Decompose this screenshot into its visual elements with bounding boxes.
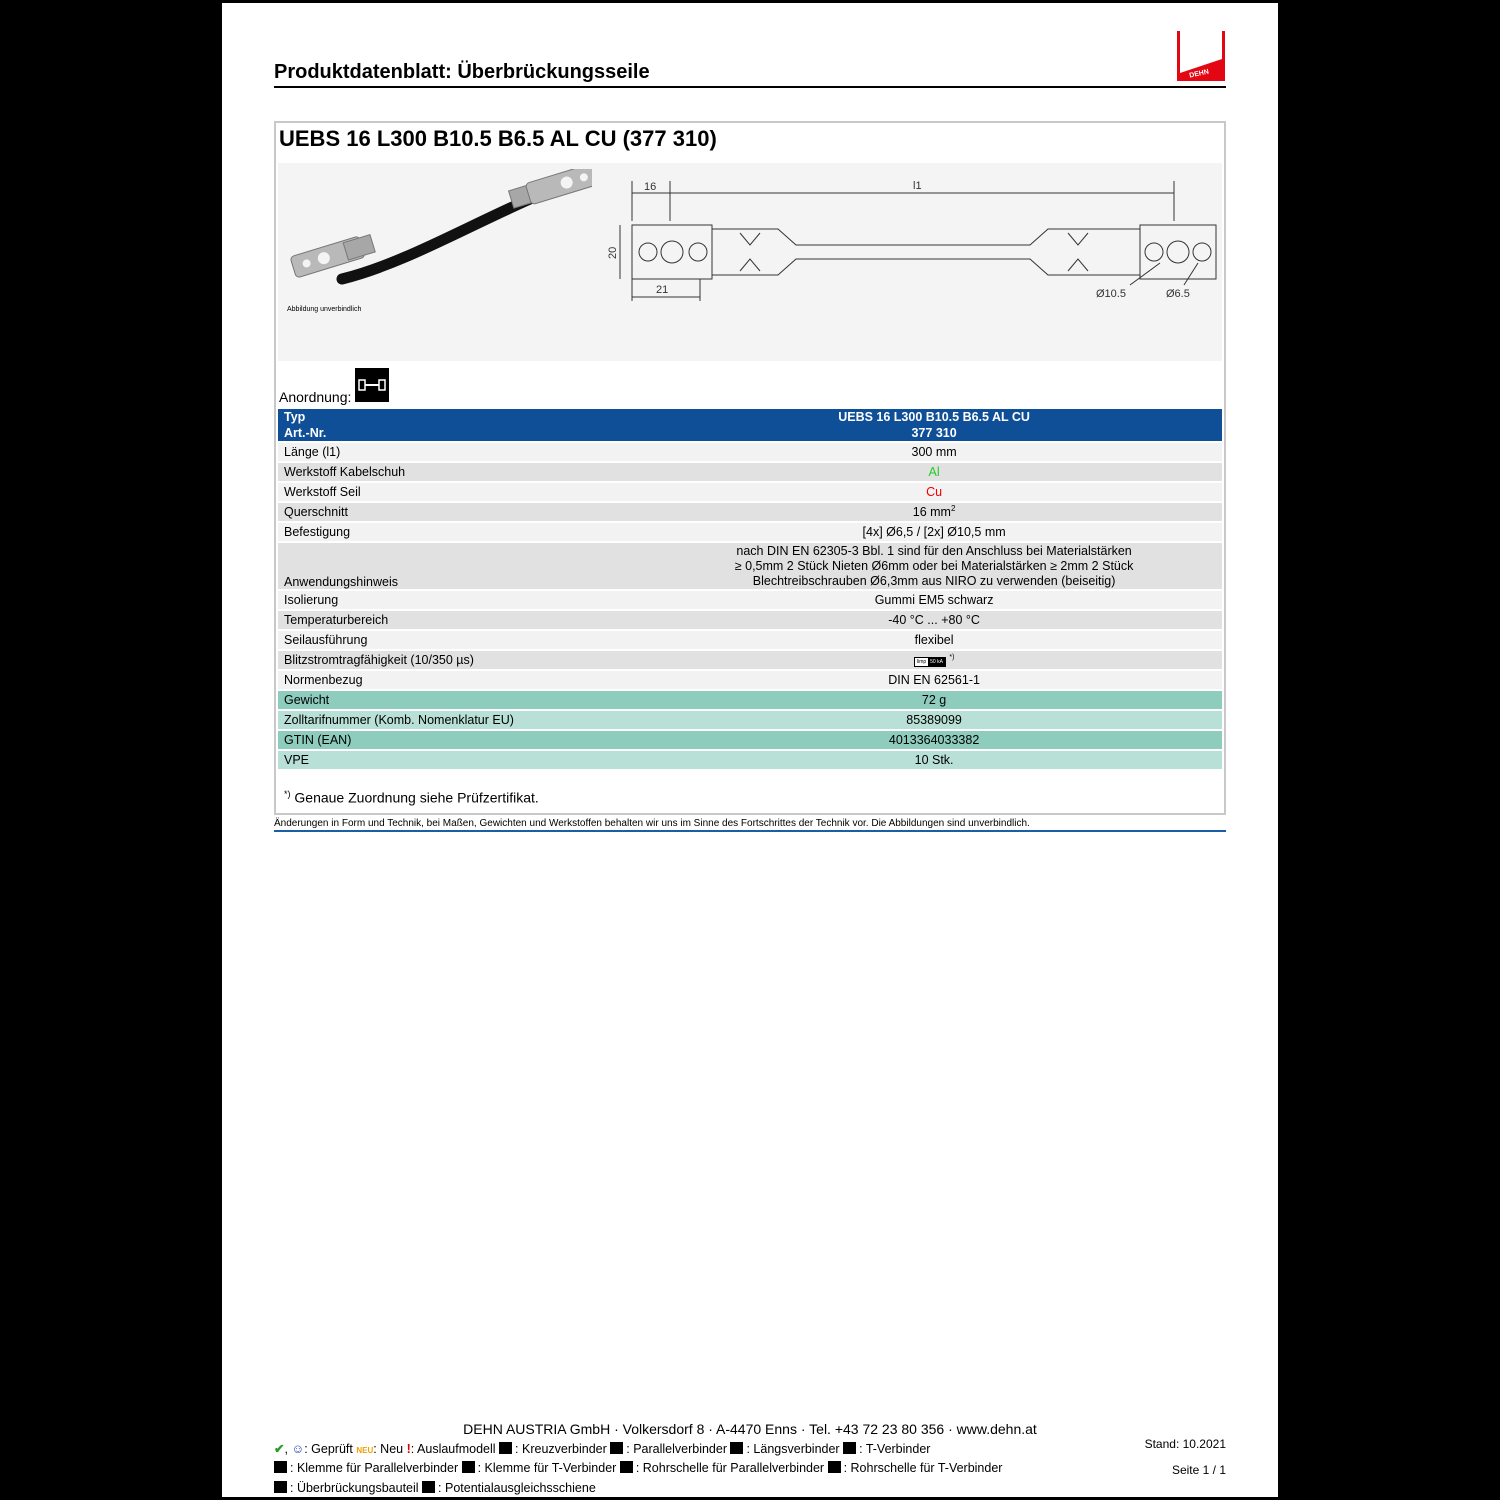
anordnung-label: Anordnung:	[279, 389, 352, 405]
row-label: Temperaturbereich	[278, 611, 646, 629]
row-value: 10 Stk.	[646, 751, 1222, 769]
table-row	[278, 731, 1222, 749]
header-divider	[274, 86, 1226, 88]
table-row	[278, 591, 1222, 609]
row-value: Cu	[646, 483, 1222, 501]
lightning-current-badge: Iimp 50 kA	[914, 657, 946, 667]
legend-line-1: ✔, ☺: Geprüft NEU: Neu !: Auslaufmodell : Kreuzverbinder : Parallelverbinder : Längsverbinder : T-Verbinder	[274, 1442, 931, 1456]
table-row	[278, 463, 1222, 481]
row-value: 85389099	[646, 711, 1222, 729]
table-row	[278, 671, 1222, 689]
longitudinal-connector-icon	[730, 1442, 743, 1454]
legend-line-2: : Klemme für Parallelverbinder : Klemme für T-Verbinder : Rohrschelle für Parallelverbinder : Rohrschelle für T-Verbinder	[274, 1461, 1002, 1475]
row-value: [4x] Ø6,5 / [2x] Ø10,5 mm	[646, 523, 1222, 541]
table-row	[278, 711, 1222, 729]
row-label: Isolierung	[278, 591, 646, 609]
row-value: DIN EN 62561-1	[646, 671, 1222, 689]
typ-label: Typ	[284, 410, 306, 424]
row-value-line: Blechtreibschrauben Ø6,3mm aus NIRO zu verwenden (beiseitig)	[752, 573, 1116, 588]
row-label: Werkstoff Kabelschuh	[278, 463, 646, 481]
company-address: DEHN AUSTRIA GmbH · Volkersdorf 8 · A-4470 Enns · Tel. +43 72 23 80 356 · www.dehn.at	[463, 1421, 1037, 1437]
table-row	[278, 631, 1222, 649]
row-label: Anwendungshinweis	[278, 543, 646, 589]
footnote-mark: *)	[284, 789, 291, 799]
row-value-note: *)	[949, 653, 955, 661]
table-row	[278, 691, 1222, 709]
table-row	[278, 443, 1222, 461]
row-label: VPE	[278, 751, 646, 769]
new-icon: NEU	[356, 1446, 374, 1455]
table-row	[278, 523, 1222, 541]
art-nr-value: 377 310	[911, 426, 957, 440]
table-row	[278, 543, 1222, 589]
t-connector-icon	[843, 1442, 856, 1454]
page-title: Produktdatenblatt: Überbrückungsseile	[274, 61, 650, 83]
pipe-clamp-t-icon	[828, 1461, 841, 1473]
table-row	[278, 651, 1222, 669]
photo-caption: Abbildung unverbindlich	[287, 306, 362, 313]
table-row	[278, 503, 1222, 521]
parallel-connector-icon	[610, 1442, 623, 1454]
row-value: flexibel	[646, 631, 1222, 649]
row-label: Werkstoff Seil	[278, 483, 646, 501]
row-label: Querschnitt	[278, 503, 646, 521]
tested-icon: ☺	[291, 1442, 305, 1456]
row-label: Blitzstromtragfähigkeit (10/350 µs)	[278, 651, 646, 669]
row-value: 16 mm	[912, 505, 951, 520]
dim-16: 16	[644, 181, 657, 193]
technical-drawing	[600, 173, 1220, 313]
t-clamp-icon	[462, 1461, 475, 1473]
row-label: Gewicht	[278, 691, 646, 709]
row-label: Befestigung	[278, 523, 646, 541]
discontinued-icon: !	[406, 1442, 411, 1456]
equipotential-bar-icon	[422, 1481, 435, 1493]
specification-table	[278, 407, 1222, 771]
row-value-line: nach DIN EN 62305-3 Bbl. 1 sind für den Anschluss bei Materialstärken	[736, 543, 1132, 558]
legend-line-3: : Überbrückungsbauteil : Potentialausgleichsschiene	[274, 1481, 596, 1495]
row-value-sup: 2	[950, 504, 956, 514]
stand-date: Stand: 10.2021	[1144, 1437, 1226, 1451]
dim-dia-6-5: Ø6.5	[1166, 288, 1190, 300]
art-nr-label: Art.-Nr.	[284, 426, 327, 440]
footnote	[284, 789, 539, 806]
row-value: 4013364033382	[646, 731, 1222, 749]
disclaimer: Änderungen in Form und Technik, bei Maßen, Gewichten und Werkstoffen behalten wir uns im Sinne des Fortschrittes der Technik vor. Die Abbildungen sind unverbindlich.	[274, 818, 1030, 829]
disclaimer-divider	[274, 830, 1226, 832]
table-row	[278, 611, 1222, 629]
row-value: Gummi EM5 schwarz	[646, 591, 1222, 609]
dim-l1: l1	[913, 180, 922, 192]
pipe-clamp-parallel-icon	[620, 1461, 633, 1473]
row-value: 72 g	[646, 691, 1222, 709]
product-title: UEBS 16 L300 B10.5 B6.5 AL CU (377 310)	[279, 126, 717, 151]
page-number: Seite 1 / 1	[1171, 1463, 1226, 1477]
check-icon: ✔	[274, 1442, 285, 1456]
parallel-clamp-icon	[274, 1461, 287, 1473]
typ-value: UEBS 16 L300 B10.5 B6.5 AL CU	[838, 410, 1030, 424]
cross-connector-icon	[499, 1442, 512, 1454]
row-label: GTIN (EAN)	[278, 731, 646, 749]
row-value: -40 °C ... +80 °C	[646, 611, 1222, 629]
dehn-logo	[1177, 31, 1225, 81]
table-row	[278, 751, 1222, 769]
bridging-component-icon	[274, 1481, 287, 1493]
row-label: Länge (l1)	[278, 443, 646, 461]
bridging-arrangement-icon	[355, 368, 389, 402]
svg-text:DEHN: DEHN	[1188, 68, 1210, 80]
product-photo	[282, 169, 592, 309]
row-value-line: ≥ 0,5mm 2 Stück Nieten Ø6mm oder bei Materialstärken ≥ 2mm 2 Stück	[734, 558, 1134, 573]
row-value: Al	[646, 463, 1222, 481]
datasheet-page	[222, 3, 1278, 1497]
row-label: Seilausführung	[278, 631, 646, 649]
row-value: 300 mm	[646, 443, 1222, 461]
row-label: Zolltarifnummer (Komb. Nomenklatur EU)	[278, 711, 646, 729]
row-label: Normenbezug	[278, 671, 646, 689]
table-row	[278, 483, 1222, 501]
dim-dia-10-5: Ø10.5	[1096, 288, 1126, 300]
footnote-text: Genaue Zuordnung siehe Prüfzertifikat.	[290, 789, 539, 806]
dim-21: 21	[656, 284, 669, 296]
dim-20: 20	[607, 246, 619, 259]
table-row-typ	[278, 409, 1222, 441]
